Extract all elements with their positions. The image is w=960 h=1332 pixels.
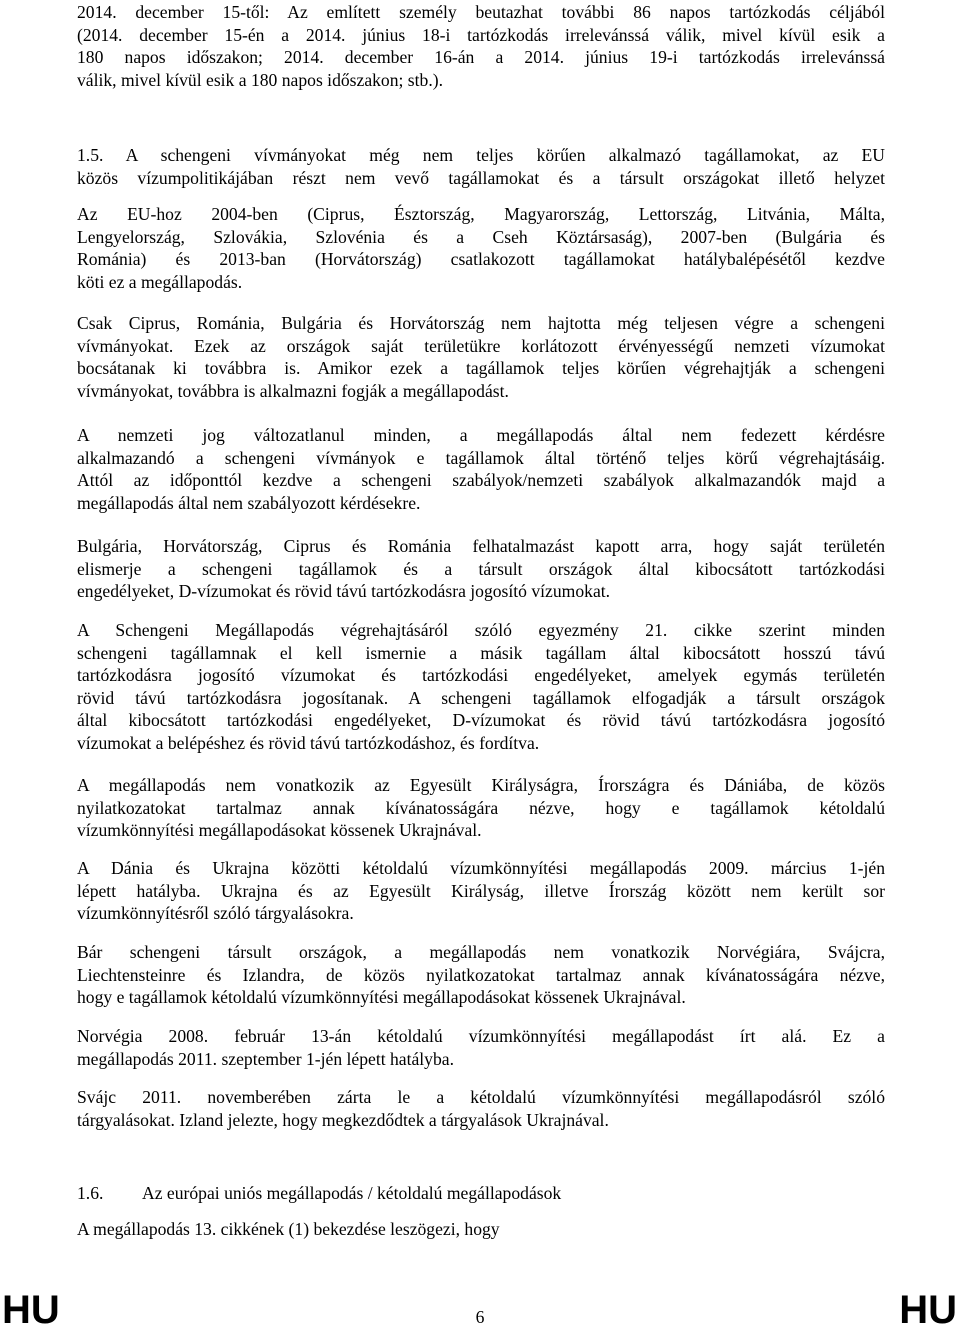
text-line: A Schengeni Megállapodás végrehajtásáról szóló egyezmény 21. cikke szerint minden <box>77 620 885 640</box>
text-line: A megállapodás 13. cikkének (1) bekezdése leszögezi, hogy <box>77 1219 500 1239</box>
paragraph-denmark-ukraine <box>77 857 885 925</box>
text-line: Attól az időponttól kezdve a schengeni szabályok/nemzeti szabályok alkalmazandók majd a <box>77 470 885 491</box>
text-line: 1.5. A schengeni vívmányokat még nem teljes körűen alkalmazó tagállamokat, az EU <box>77 145 885 165</box>
text-line: tárgyalásokat. Izland jelezte, hogy megkezdődtek a tárgyalások Ukrajnával. <box>77 1109 609 1130</box>
text-line: nyilatkozatokat tartalmaz annak kívánatosságára nézve, hogy e tagállamok kétoldalú <box>77 797 885 818</box>
text-line: rövid távú tartózkodásra jogosítanak. A schengeni tagállamok elfogadják a társult országok <box>77 687 885 708</box>
paragraph-convention-article-21 <box>77 619 885 755</box>
text-line: Liechtensteinre és Izlandra, de közös nyilatkozatokat tartalmaz annak kívánatosságára nézve, <box>77 964 885 985</box>
text-line: (2014. december 15-én a 2014. június 18-i tartózkodás irrelevánssá válik, mivel kívül esik a <box>77 24 885 45</box>
text-line: A Dánia és Ukrajna közötti kétoldalú vízumkönnyítési megállapodás 2009. március 1-jén <box>77 858 885 878</box>
footer-language-right: HU <box>899 1288 957 1332</box>
footer-language-left: HU <box>2 1288 60 1332</box>
text-line: Lengyelország, Szlovákia, Szlovénia és a Cseh Köztársaság), 2007-ben (Bulgária és <box>77 226 885 247</box>
text-line: lépett hatályba. Ukrajna és az Egyesült Királyság, illetve Írország között nem került sor <box>77 880 885 901</box>
text-line: által kibocsátott tartózkodási engedélyeket, D-vízumokat és rövid távú tartózkodásra jogosító <box>77 710 885 731</box>
text-line: A megállapodás nem vonatkozik az Egyesült Királyságra, Írországra és Dániába, de közös <box>77 775 885 795</box>
text-line: vívmányokat. Ezek az országok saját területükre korlátozott érvényességű nemzeti vízumokat <box>77 335 885 356</box>
text-line: Norvégia 2008. február 13-án kétoldalú vízumkönnyítési megállapodást írt alá. Ez a <box>77 1026 885 1046</box>
closing-paragraph <box>77 1218 885 1241</box>
section-title: Az európai uniós megállapodás / kétoldalú megállapodások <box>142 1183 562 1203</box>
text-line: megállapodás 2011. szeptember 1-jén lépett hatályba. <box>77 1048 454 1069</box>
paragraph-accession <box>77 203 885 293</box>
text-line: közös vízumpolitikájában részt nem vevő tagállamokat és a társult országokat illető helyzet <box>77 167 885 188</box>
section-heading-1-6 <box>77 1182 885 1205</box>
text-line: A nemzeti jog változatlanul minden, a megállapodás által nem fedezett kérdésre <box>77 425 885 445</box>
paragraph-norway <box>77 1025 885 1070</box>
text-line: alkalmazandó a schengeni vívmányok e tagállamok által történő teljes körű végrehajtásáig. <box>77 447 885 468</box>
text-line: Bulgária, Horvátország, Ciprus és Románia felhatalmazást kapott arra, hogy saját területén <box>77 536 885 556</box>
text-line: vízumokat a belépéshez és rövid távú tartózkodáshoz, és fordítva. <box>77 732 540 753</box>
text-line: vízumkönnyítésről szóló tárgyalásokra. <box>77 903 354 924</box>
text-line: 180 napos időszakon; 2014. december 16-án a 2014. június 19-i tartózkodás irrelevánssá <box>77 47 885 68</box>
page-number: 6 <box>475 1307 485 1327</box>
text-line: hogy e tagállamok kétoldalú vízumkönnyítési megállapodásokat kössenek Ukrajnával. <box>77 987 686 1008</box>
text-line: Svájc 2011. novemberében zárta le a kétoldalú vízumkönnyítési megállapodásról szóló <box>77 1087 885 1107</box>
text-line: engedélyeket, D-vízumokat és rövid távú tartózkodásra jogosító vízumokat. <box>77 581 611 602</box>
text-line: 2014. december 15-től: Az említett személy beutazhat további 86 napos tartózkodás céljából <box>77 2 885 22</box>
paragraph-schengen-acquis <box>77 312 885 402</box>
paragraph-associated-countries <box>77 941 885 1009</box>
text-line: Bár schengeni társult országok, a megállapodás nem vonatkozik Norvégiára, Svájcra, <box>77 942 885 962</box>
section-number: 1.6. <box>77 1183 104 1203</box>
paragraph-national-law <box>77 424 885 514</box>
paragraph-switzerland-iceland <box>77 1086 885 1131</box>
intro-paragraph <box>77 1 885 91</box>
paragraph-recognition <box>77 535 885 603</box>
text-line: Románia) és 2013-ban (Horvátország) csatlakozott tagállamokat hatálybalépésétől kezdve <box>77 249 885 270</box>
text-line: vízumkönnyítési megállapodásokat kössenek Ukrajnával. <box>77 820 482 841</box>
section-heading-1-5 <box>77 144 885 189</box>
text-line: köti ez a megállapodás. <box>77 271 243 292</box>
text-line: megállapodás által nem szabályozott kérdésekre. <box>77 492 421 513</box>
text-line: válik, mivel kívül esik a 180 napos időszakon; stb.). <box>77 69 443 90</box>
text-line: schengeni tagállamnak el kell ismernie a másik tagállam által kibocsátott hosszú távú <box>77 642 885 663</box>
paragraph-uk-ireland-denmark <box>77 774 885 842</box>
text-line: tartózkodásra jogosító vízumokat és tartózkodási engedélyeket, amelyek egymás területén <box>77 665 885 686</box>
text-line: Az EU-hoz 2004-ben (Ciprus, Észtország, Magyarország, Lettország, Litvánia, Málta, <box>77 204 885 224</box>
text-line: vívmányokat, továbbra is alkalmazni fogják a megállapodást. <box>77 380 509 401</box>
text-line: Csak Ciprus, Románia, Bulgária és Horvátország nem hajtotta még teljesen végre a schengeni <box>77 313 885 333</box>
text-line: bocsátanak ki továbbra is. Amikor ezek a tagállamok teljes körűen végrehajtják a schengeni <box>77 358 885 379</box>
text-line: elismerje a schengeni tagállamok és a társult országok által kibocsátott tartózkodási <box>77 558 885 579</box>
